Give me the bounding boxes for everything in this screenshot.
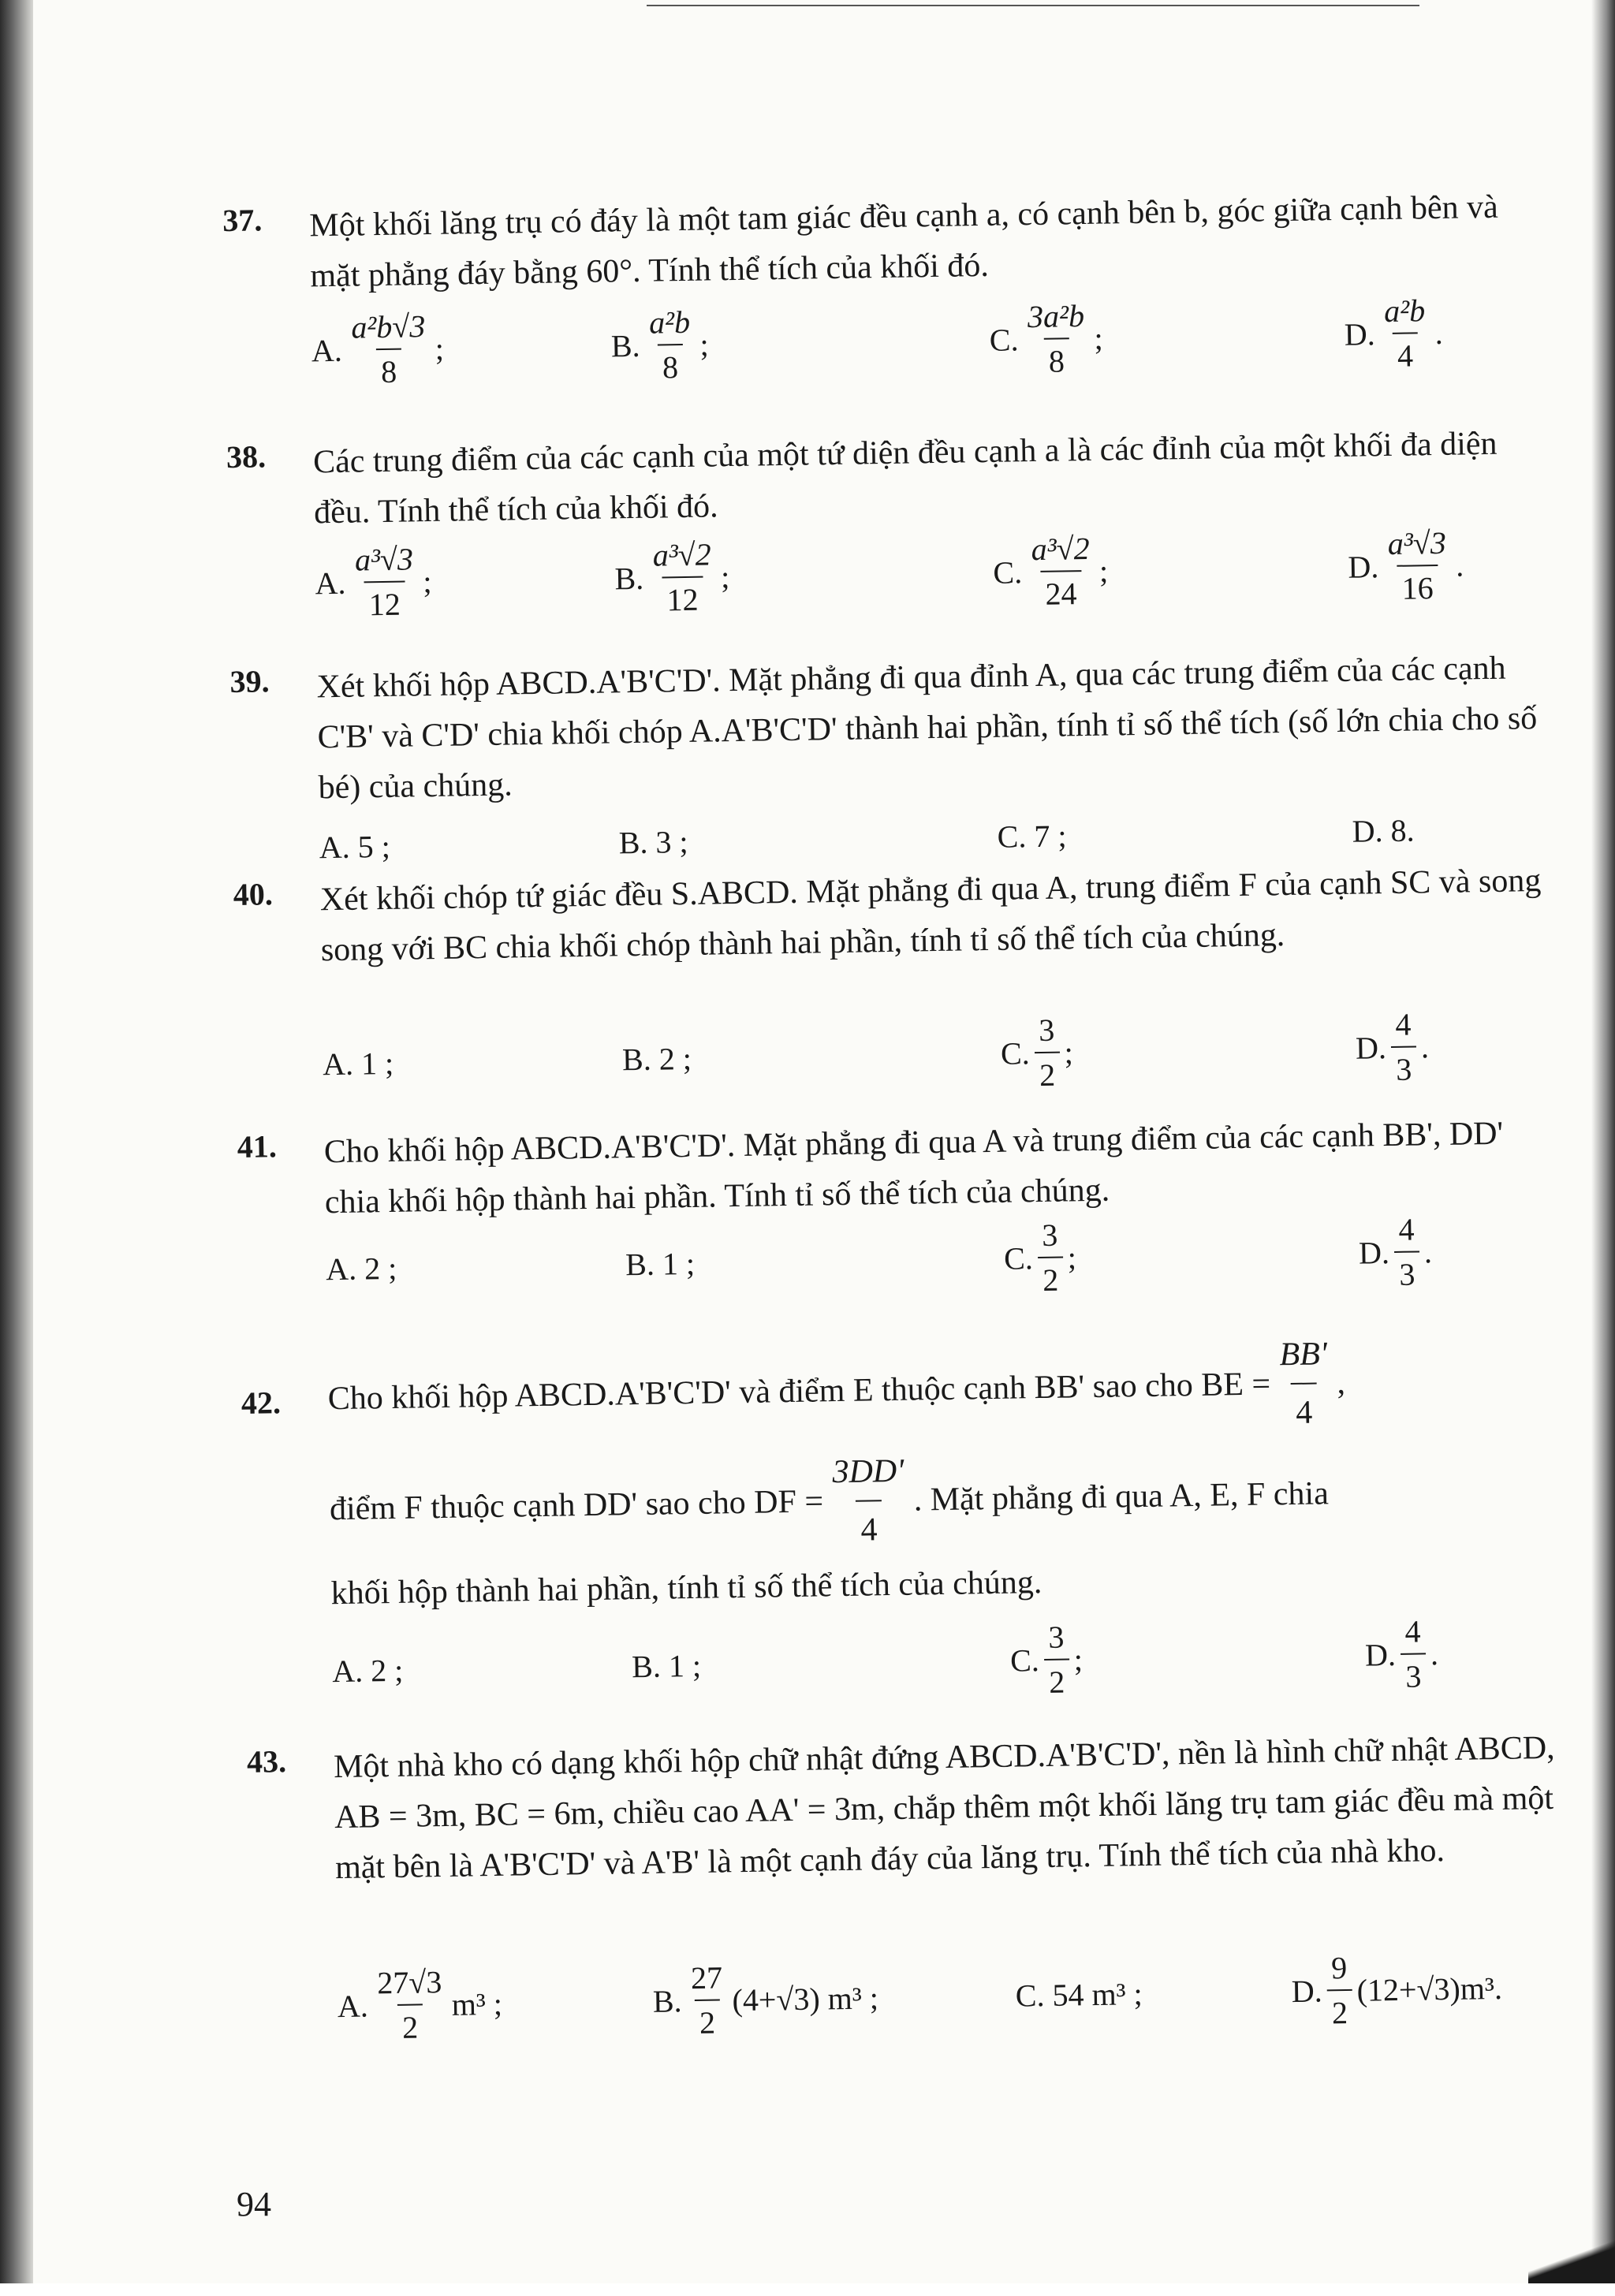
- question-text: Các trung điểm của các cạnh của một tứ diện đều cạnh a là các đỉnh của một khối đa diện đều. Tính thể tích của khối đó.: [312, 425, 1498, 531]
- fraction: $\frac{9}{2}$: [1326, 1949, 1353, 2031]
- question-number: 42.: [241, 1385, 282, 1421]
- option-b: B. 3 ;: [618, 823, 688, 860]
- option-d: D. $\frac{4}{3}$ .: [1364, 1613, 1439, 1694]
- option-b: B. 2 ;: [621, 1040, 692, 1077]
- answer-options: [315, 512, 1539, 634]
- option-c: C. $\frac{\text{a³√2}}{24}$ ;: [993, 530, 1109, 612]
- option-d: D. $\frac{9}{2}$ (12+√3)m³.: [1291, 1950, 1503, 2031]
- fraction: $\frac{\text{a³√2}}{24}$: [1031, 530, 1090, 612]
- question-text: Một khối lăng trụ có đáy là một tam giác đều cạnh a, có cạnh bên b, góc giữa cạnh bên và mặt phẳng đáy bằng 60°. Tính thể tích của khối đó.: [309, 188, 1499, 295]
- option-c: C. $\frac{3}{2}$ ;: [1009, 1619, 1084, 1700]
- question-line-1: Cho khối hộp ABCD.A'B'C'D' và điểm E thuộc cạnh BB' sao cho BE = $\frac{BB'}{4}$ ,: [327, 1329, 1551, 1450]
- fraction: $\frac{\text{3a²b}}{8}$: [1027, 297, 1085, 379]
- question-number: 41.: [237, 1128, 278, 1165]
- question-37: [222, 181, 1531, 390]
- option-a: A. 2 ;: [325, 1250, 397, 1287]
- fraction: $\frac{\text{a²b√3}}{8}$: [350, 308, 426, 390]
- question-text: Cho khối hộp ABCD.A'B'C'D'. Mặt phẳng đi qua A và trung điểm của các cạnh BB', DD' chia khối hộp thành hai phần. Tính tỉ số thể tích của chúng.: [323, 1115, 1504, 1221]
- question-text: Xét khối chóp tứ giác đều S.ABCD. Mặt phẳng đi qua A, trung điểm F của cạnh SC và song song với BC chia khối chóp thành hai phần, tính tỉ số thể tích của chúng.: [319, 862, 1542, 969]
- question-43: [246, 1723, 1556, 2045]
- option-d: D. $\frac{\text{a²b}}{4}$ .: [1344, 293, 1443, 374]
- option-b: B. 1 ;: [625, 1245, 696, 1282]
- fraction: $\frac{3}{2}$: [1034, 1012, 1061, 1094]
- option-c: C. 54 m³ ;: [1015, 1975, 1143, 2014]
- option-c: C. $\frac{3}{2}$ ;: [1000, 1012, 1074, 1093]
- option-c: C. $\frac{3}{2}$ ;: [1003, 1217, 1077, 1298]
- option-d: D. $\frac{4}{3}$ .: [1355, 1006, 1430, 1087]
- option-a: A. 1 ;: [322, 1045, 394, 1082]
- option-a: A. $\frac{27√3}{2}$ m³ ;: [337, 1964, 503, 2045]
- fraction: $\frac{\text{a³√2}}{12}$: [652, 536, 712, 618]
- answer-options: [337, 1936, 1561, 2057]
- question-line-2: điểm F thuộc cạnh DD' sao cho DF = $\frac{3DD'}{4}$ . Mặt phẳng đi qua A, E, F chia: [329, 1439, 1553, 1560]
- option-a: A. $\frac{\text{a³√3}}{12}$ ;: [315, 541, 432, 623]
- option-b: B. $\frac{\text{a²b}}{8}$ ;: [610, 304, 710, 386]
- question-39: [229, 643, 1539, 865]
- question-line-3: khối hộp thành hai phần, tính tỉ số thể tích của chúng.: [330, 1564, 1042, 1612]
- fraction: $\frac{27}{2}$: [690, 1959, 723, 2041]
- question-number: 43.: [246, 1743, 287, 1780]
- option-a: A. $\frac{\text{a²b√3}}{8}$ ;: [311, 308, 445, 390]
- answer-options: [322, 993, 1546, 1115]
- answer-options: [325, 1198, 1549, 1320]
- fraction: $\frac{3}{2}$: [1043, 1619, 1070, 1701]
- fraction: $\frac{3}{2}$: [1037, 1217, 1064, 1299]
- option-a: A. 2 ;: [331, 1652, 404, 1689]
- fraction: $\frac{\text{a²b}}{4}$: [1383, 293, 1426, 374]
- fraction: $\frac{BB'}{4}$: [1274, 1329, 1333, 1438]
- option-d: D. 8.: [1352, 811, 1415, 849]
- option-d: D. $\frac{4}{3}$ .: [1358, 1211, 1433, 1292]
- question-38: [226, 418, 1535, 623]
- answer-options: [311, 280, 1535, 401]
- option-c: C. $\frac{\text{3a²b}}{8}$ ;: [989, 297, 1103, 379]
- option-c: C. 7 ;: [997, 817, 1067, 855]
- fraction: $\frac{4}{3}$: [1393, 1210, 1420, 1292]
- question-text: Xét khối hộp ABCD.A'B'C'D'. Mặt phẳng đi qua đỉnh A, qua các trung điểm của các cạnh C'B' và C'D' chia khối chóp A.A'B'C'D' thành hai phần, tính tỉ số thể tích (số lớn chia cho số bé) của chúng.: [316, 650, 1538, 807]
- question-number: 37.: [222, 202, 263, 239]
- fraction: $\frac{\text{a³√3}}{16}$: [1387, 524, 1447, 606]
- fraction: $\frac{\text{a²b}}{8}$: [648, 304, 691, 386]
- question-text: Một nhà kho có dạng khối hộp chữ nhật đứng ABCD.A'B'C'D', nền là hình chữ nhật ABCD, AB = 3m, BC = 6m, chiều cao AA' = 3m, chắp thêm một khối lăng trụ tam giác đều mà một mặt bên là A'B'C'D' và A'B' là một cạnh đáy của lăng trụ. Tính thể tích của nhà kho.: [333, 1729, 1555, 1887]
- option-b: B. $\frac{27}{2}$ (4+√3) m³ ;: [652, 1959, 879, 2041]
- option-b: B. 1 ;: [631, 1647, 702, 1684]
- option-b: B. $\frac{\text{a³√2}}{12}$ ;: [614, 536, 730, 618]
- fraction: $\frac{4}{3}$: [1390, 1005, 1417, 1087]
- fraction: $\frac{4}{3}$: [1400, 1612, 1427, 1694]
- fraction: $\frac{27√3}{2}$: [376, 1964, 442, 2045]
- question-text: [327, 1329, 1553, 1619]
- question-number: 40.: [233, 876, 274, 913]
- option-d: D. $\frac{\text{a³√3}}{16}$ .: [1348, 524, 1464, 606]
- option-a: A. 5 ;: [319, 828, 391, 865]
- fraction: $\frac{3DD'}{4}$: [827, 1446, 910, 1556]
- question-number: 39.: [229, 663, 270, 700]
- fraction: $\frac{\text{a³√3}}{12}$: [354, 541, 414, 623]
- answer-options: [331, 1601, 1555, 1722]
- question-42: [241, 1329, 1550, 1700]
- question-number: 38.: [226, 438, 267, 475]
- page-number: 94: [237, 2185, 271, 2223]
